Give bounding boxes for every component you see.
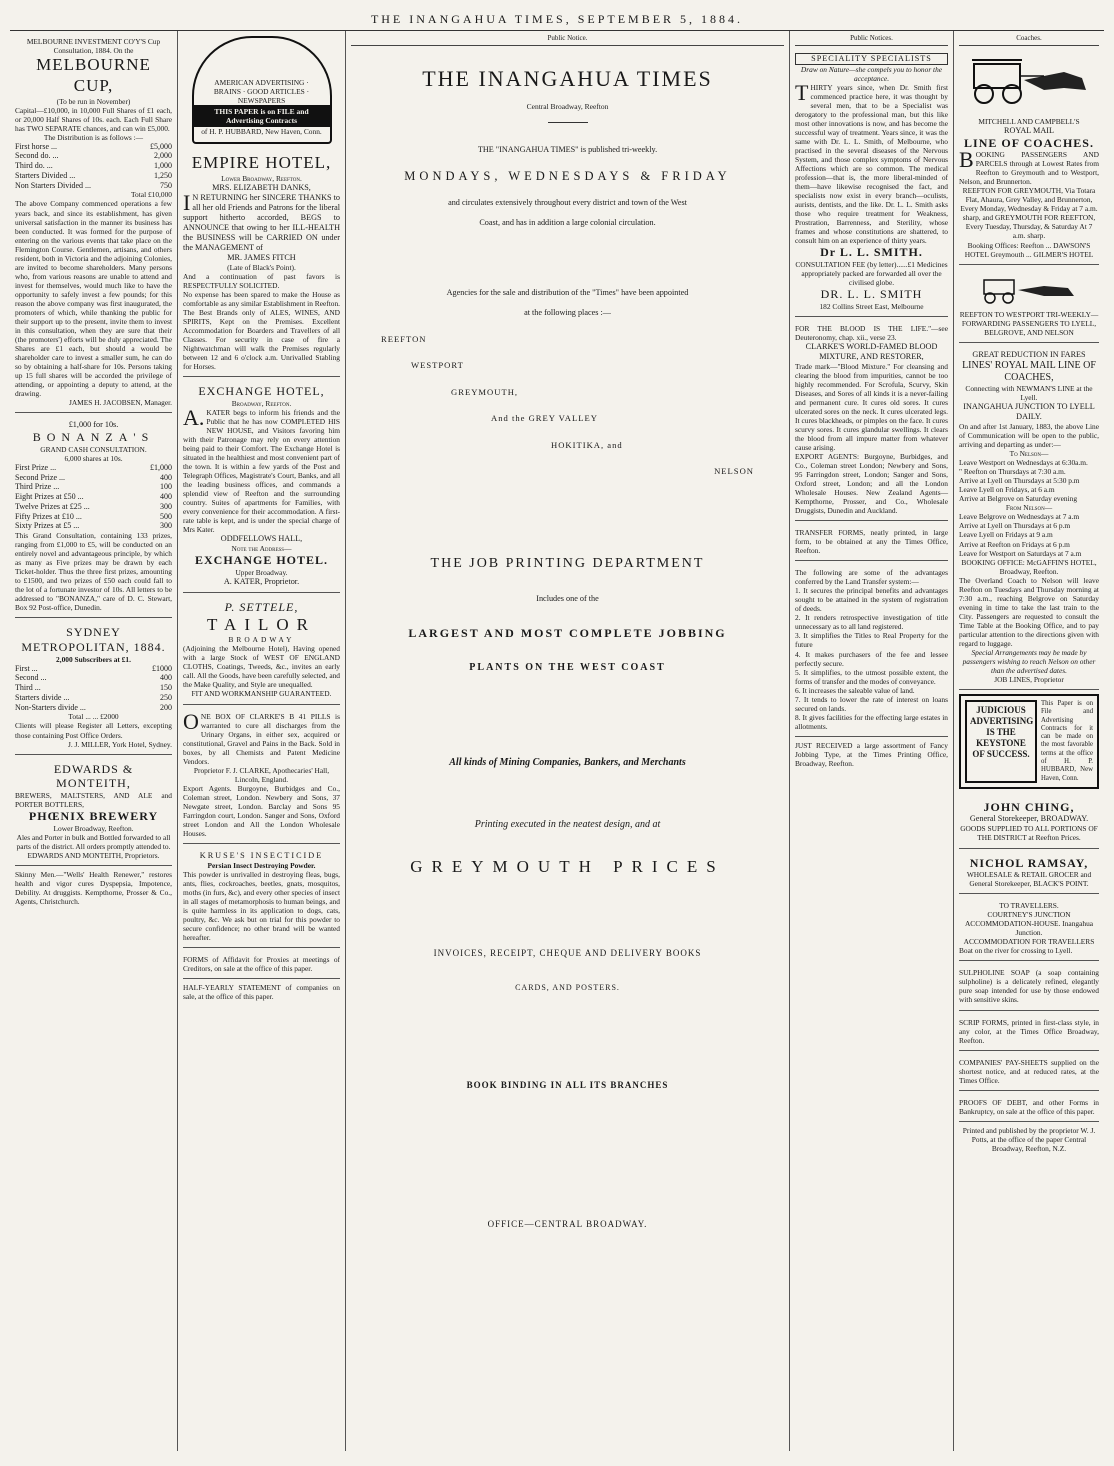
dist-key: Third do. ... — [15, 161, 53, 171]
coach-illustration — [964, 50, 1094, 108]
dr1-sub: CONSULTATION FEE (by letter)......£1 Medicines appropriately packed are forwarded all over the civilised globe. — [795, 259, 948, 287]
spacer — [351, 1115, 784, 1195]
masthead: THE INANGAHUA TIMES, SEPTEMBER 5, 1884. — [370, 12, 744, 26]
mc-owner: MITCHELL AND CAMPBELL'S — [978, 116, 1080, 126]
column-1 — [10, 31, 178, 1451]
blood-ad — [795, 321, 948, 522]
coach-icon — [964, 50, 1094, 108]
prize-key: Third Prize ... — [15, 482, 60, 492]
emp-late: (Late of Black's Point). — [227, 262, 296, 272]
cup-body: The above Company commenced operations a few years back, and since its establishment, has given universal satisfaction in the manner its business has been conducted. It was formed for the purpose of entering on the various events that take place on the Flemington Course. Gentlemen, artisans, and others resident, both in Victoria and the adjoining Colonies, are invited to become shareholders. Many persons who, from various reasons are unable to attend and invest for themselves, would much like to have the opportunity to safely invest a few pounds; for this reason the above company was first inaugurated, the promoters of which, while thanking the public for their support up to the present, invite them to invest in this consultation, when they are sure that their (the promoters') efforts will be duly appreciated. The Shares are £1 each, but should a would be shareholder care to invest a smaller sum, he can do so by obtaining a half-share for 10s. Persons taking up 15 full shares will be accorded the privilege of attending, or appointing a deputy to attend, at the drawing. — [15, 199, 172, 399]
spacer — [351, 697, 784, 747]
settele-ad — [183, 597, 340, 705]
prize-val: 300 — [160, 501, 172, 511]
syd-key: First ... — [15, 663, 38, 673]
prize-row — [15, 482, 172, 492]
adv-item: 1. It secures the principal benefits and advantages sought to be attained in the system of registration of deeds. — [795, 586, 948, 614]
cup-capital: Capital—£10,000, in 10,000 Full Shares of £1 each, or 20,000 Half Shares of 10s. each. Each Full Share has TWO SEPARATE chances, and can win £5,000. — [15, 105, 172, 133]
notice-circ1: and circulates extensively throughout every district and town of the West — [448, 197, 687, 207]
nr-title: NICHOL RAMSAY, — [969, 855, 1089, 870]
judicious-text: JUDICIOUS ADVERTISING IS THE KEYSTONE OF SUCCESS. — [965, 700, 1037, 783]
acc: ACCOMMODATION FOR TRAVELLERS — [963, 937, 1095, 947]
mc-title: LINE OF COACHES. — [964, 135, 1094, 150]
prize-row — [15, 473, 172, 483]
sulpholine-ad: SULPHOLINE SOAP (a soap containing sulpholine) is a delicately refined, elegantly pure soap intended for use by those endowed with sensitive skins. — [959, 965, 1099, 1010]
notice-agencies: Agencies for the sale and distribution of the "Times" have been appointed — [446, 287, 689, 297]
emp-body: IN RETURNING her SINCERE THANKS to all her old Friends and Patrons for the liberal support hitherto accorded, BEGS to ANNOUNCE that owing to her ILL-HEALTH the BUSINESS will be CARRIED ON under the MANAGEMENT of — [183, 189, 340, 252]
kru-sub: Persian Insect Destroying Powder. — [207, 860, 316, 870]
dist-table — [15, 142, 172, 191]
notice-places-intro: at the following places :— — [524, 307, 611, 317]
from-row: Arrive at Lyell on Thursdays at 6 p.m — [959, 521, 1071, 531]
syd-val: £1000 — [152, 663, 172, 673]
syd-row — [15, 683, 172, 693]
jc-sub: General Storekeeper, BROADWAY. — [969, 814, 1089, 824]
badge-words: AMERICAN ADVERTISING · BRAINS · GOOD ARTICLES · NEWSPAPERS — [213, 77, 310, 105]
syd-val: 400 — [160, 673, 172, 683]
dist-key: Second do. ... — [15, 151, 59, 161]
dr1: Dr L. L. SMITH. — [820, 245, 923, 260]
prize-table — [15, 463, 172, 531]
set-title: TAILOR — [207, 614, 316, 634]
edwards-ad — [15, 759, 172, 866]
jp-invoices: INVOICES, RECEIPT, CHEQUE AND DELIVERY BOOKS — [433, 947, 702, 958]
place-grey-valley: And the GREY VALLEY — [491, 413, 598, 424]
notice-divider — [548, 122, 588, 123]
dist-val: 1,000 — [154, 161, 172, 171]
bon-price: £1,000 for 10s. — [68, 420, 119, 430]
spacer — [351, 1016, 784, 1056]
fares: GREAT REDUCTION IN FARES — [972, 349, 1086, 359]
clk-prop: Proprietor F. J. CLARKE, Apothecaries' Hall, Lincoln, England. — [193, 765, 330, 784]
clk-agents: Export Agents. Burgoyne, Burbidges and Co., Coleman street, London. Newbery and Sons, 37 Newgate street, London. Barclay and Sons 95 Farringdon court, London. Sanger and Sons, Oxford street London and All the London Wholesale Houses. — [183, 783, 340, 838]
emp-mgr: MR. JAMES FITCH — [227, 252, 296, 262]
set-foot: FIT AND WORKMANSHIP GUARANTEED. — [191, 689, 332, 699]
syd-key: Non-Starters divide ... — [15, 702, 86, 712]
edw-name: PHŒNIX BREWERY — [28, 808, 159, 823]
spacer — [351, 493, 784, 533]
dist-total: Total £10,000 — [131, 190, 172, 200]
imprint: Printed and published by the proprietor W. J. Potts, at the office of the paper Central Broadway, Reefton, N.Z. — [962, 1125, 1096, 1153]
syd-row — [15, 693, 172, 703]
cup-ad — [15, 34, 172, 413]
proofs-ad: PROOFS OF DEBT, and other Forms in Bankruptcy, on sale at the office of this paper. — [959, 1095, 1099, 1122]
jc-title: JOHN CHING, — [983, 799, 1075, 814]
notice-title: THE INANGAHUA TIMES — [422, 65, 713, 91]
judicious-badge — [959, 694, 1099, 789]
to-nelson: To Nelson— — [1009, 449, 1049, 459]
hubbard-text: This Paper is on File and Advertising Contracts for it can be made on the most favorable terms at the office of H. P. HUBBARD, New Haven, Conn. — [1041, 700, 1093, 782]
prize-key: Sixty Prizes at £5 ... — [15, 521, 80, 531]
cup-sub: (To be run in November) — [56, 96, 131, 106]
mc-office: Booking Offices: Reefton ... DAWSON'S HOTEL Greymouth ... GILMER'S HOTEL — [964, 240, 1094, 259]
sydney-ad — [15, 622, 172, 754]
lines-conn: Connecting with NEWMAN'S LINE at the Lyell. — [965, 384, 1093, 403]
leave-row: " Reefton on Thursdays at 7:30 a.m. — [959, 467, 1066, 477]
from-row: Arrive at Reefton on Fridays at 6 p.m — [959, 539, 1070, 549]
prize-row — [15, 463, 172, 473]
exc-note: Note the Address— — [231, 544, 292, 554]
blood-quote: FOR THE BLOOD IS THE LIFE."—see Deuteronomy, chap. xii., verse 23. — [795, 323, 948, 342]
set-name: P. SETTELE, — [224, 599, 299, 614]
edw-body: BREWERS, MALTSTERS, AND ALE and PORTER BOTTLERS, — [15, 790, 172, 809]
leave-row: Arrive at Belgrove on Saturday evening — [959, 494, 1078, 504]
overland: The Overland Coach to Nelson will leave Reefton on Tuesdays and Thursday morning at 7:30 a.m., reaching Belgrove on Saturday evening in time to take the last train to the City. Passengers are requested to consult the Time Table at the Booking Office, and to pay particular attention to the directions given with regard to luggage. — [959, 575, 1099, 648]
dist-val: 750 — [160, 180, 172, 190]
scrip-ad: SCRIP FORMS, printed in first-class style, in any color, at the Times Office Broadway, Reefton. — [959, 1015, 1099, 1051]
notice-pub: THE "INANGAHUA TIMES" is published tri-weekly. — [477, 144, 658, 154]
spacer — [351, 904, 784, 924]
syd-sign: J. J. MILLER, York Hotel, Sydney. — [67, 739, 172, 749]
edw-title: EDWARDS & MONTEITH, — [53, 761, 134, 791]
dist-row — [15, 161, 172, 171]
specialists-ad — [795, 50, 948, 317]
advantages-ad — [795, 565, 948, 737]
exc-addr2: Upper Broadway. — [235, 567, 288, 577]
blood-body: Trade mark—"Blood Mixture." For cleansing and clearing the blood from impurities, cannot be too highly recommended. For Scrofula, Scurvy, Skin Diseases, and Sores of all kinds it is a never-failing and permanent cure. It cures old sores. It cures ulcerated sores on the neck. It cures ulcerated legs. It cures blackheads, or pimples on the face. It cures scurvy sores. It cures glandular swellings. It clears the blood from all impure matter from whatever cause arising. — [795, 361, 948, 452]
bon-body: This Grand Consultation, containing 133 prizes, ranging from £1,000 to £5, will be conducted on an entirely novel and advantageous principle, by which as many as Five prizes may be drawn by each Ticket-holder. Thus the three first prizes, amounting to £1500, and two prizes of £50 each could fall to the lot of a fortunate investor of 10s. All letters to be addressed to "BONANZA," care of D. C. Stewart, Box 92 Post-office, Dunedin. — [15, 531, 172, 613]
adv-item: 4. It makes purchasers of the fee and lessee perfectly secure. — [795, 649, 948, 668]
prize-key: Twelve Prizes at £25 ... — [15, 501, 90, 511]
kru-body: This powder is unrivalled in destroying fleas, bugs, ants, flies, cockroaches, beetles, gnats, mosquitos, moths (in furs, &c), and every other species of insect in all stages of metamorphosis to human beings, and is quite harmless in its application to dogs, cats, poultry, &c. We ask but on trial for this powder to secure confidence; no other brand will be wanted hereafter. — [183, 869, 340, 943]
westport-ad — [959, 269, 1099, 343]
from-nelson: From Nelson— — [1005, 503, 1053, 513]
bon-sub: GRAND CASH CONSULTATION. — [40, 444, 147, 454]
spacer — [351, 238, 784, 278]
oddfellows: ODDFELLOWS HALL, — [220, 534, 303, 544]
syd-key: Second ... — [15, 673, 47, 683]
ramsay-ad — [959, 853, 1099, 895]
col3-label: Public Notice. — [351, 34, 784, 46]
kruse-ad — [183, 848, 340, 948]
jp-inc: Includes one of the — [536, 593, 599, 603]
spec-body: THIRTY years since, when Dr. Smith first commenced practice here, it was thought by several men, that to be a Specialist was derogatory to the professional man, but this like most other innovations is now, and has become the successful way of treatment. Years since, it was the same with Dr. L. L. Smith, of Melbourne, who practised in the several diseases of the Nervous System, and those complex symptoms of Nervous Affections which are so common. The medical profession—that is, the more liberal-minded of them—have likewise recognised the fact, and specialists now exist in every branch—oculists, aurists, dentists, and the like. Dr. L. L. Smith asks those who require treatment for Weakness, Prostration, Barrenness, and Sterility, whose frames and whose constitutions are shattered, to consult him on an experience of thirty years. — [795, 79, 948, 246]
jp-plants: PLANTS ON THE WEST COAST — [469, 662, 666, 674]
emp-name: MRS. ELIZABETH DANKS, — [212, 182, 311, 192]
cup-title: MELBOURNE CUP, — [36, 55, 151, 95]
exc-body: A.KATER begs to inform his friends and the Public that he has now COMPLETED HIS NEW HOUSE, and Visitors favoring him with their Patronage may rely on every attention being paid to their Comfort. The Exchange Hotel is situated in the healthiest and most convenient part of the town. It is within a few yards of the Post and Telegraph Offices, Magistrate's Court, Banks, and all the leading business offices, and commands a splendid view of Reefton and the surrounding country. Suites of apartments for Families, with every convenience for their accommodation. A first-rate table is kept, and is under the special charge of Mrs Kater. — [183, 404, 340, 535]
wp-text: REEFTON TO WESTPORT TRI-WEEKLY—FORWARDING PASSENGERS TO LYELL, BELGROVE, AND NELSON — [959, 309, 1099, 337]
advertising-badge — [192, 36, 332, 144]
column-5 — [954, 31, 1104, 1451]
coach-small-icon — [964, 274, 1094, 304]
prize-val: 300 — [160, 521, 172, 531]
boat: Boat on the river for crossing to Lyell. — [959, 946, 1073, 956]
coach-small — [964, 274, 1094, 304]
prize-row — [15, 521, 172, 531]
columns — [10, 31, 1104, 1451]
col5-label: Coaches. — [959, 34, 1099, 46]
paysheets-ad: COMPANIES' PAY-SHEETS supplied on the shortest notice, and at reduced rates, at the Times Office. — [959, 1055, 1099, 1091]
adv-item: 7. It tends to lower the rate of interest on loans secured on lands. — [795, 694, 948, 713]
syd-row — [15, 673, 172, 683]
dist-row — [15, 142, 172, 152]
lines-ad — [959, 347, 1099, 690]
dist-key: Starters Divided ... — [15, 170, 76, 180]
syd-key: Third ... — [15, 683, 41, 693]
syd-key: Starters divide ... — [15, 692, 70, 702]
syd-row — [15, 664, 172, 674]
notice-addr: Central Broadway, Reefton — [526, 102, 609, 112]
jp-binding: BOOK BINDING IN ALL ITS BRANCHES — [466, 1080, 669, 1091]
syd-val: 200 — [160, 702, 172, 712]
syd-row — [15, 703, 172, 713]
adv-item: 2. It renders retrospective investigation of title unnecessary as to all land registered. — [795, 613, 948, 632]
bonanza-ad — [15, 417, 172, 618]
leave-row: Arrive at Lyell on Thursdays at 5:30 p.m — [959, 476, 1080, 486]
place-westport: WESTPORT — [411, 360, 464, 371]
prize-row — [15, 492, 172, 502]
place-nelson: NELSON — [714, 466, 754, 477]
emp-title: EMPIRE HOTEL, — [191, 153, 332, 172]
booking: BOOKING OFFICE: McGAFFIN'S HOTEL, Broadway, Reefton. — [961, 557, 1097, 576]
exc-title: EXCHANGE HOTEL, — [198, 384, 325, 399]
prize-val: 400 — [160, 492, 172, 502]
syd-val: 250 — [160, 692, 172, 702]
special: Special Arrangements may be made by passengers wishing to reach Nelson on other than the advertised dates. — [962, 647, 1096, 675]
ching-ad — [959, 797, 1099, 849]
prize-key: Fifty Prizes at £10 ... — [15, 511, 82, 521]
column-4 — [790, 31, 954, 1451]
edw-more: Ales and Porter in bulk and Bottled forwarded to all parts of the district. All orders promptly attended to. EDWARDS AND MONTEITH, Proprietors. — [16, 832, 171, 860]
from-row: Leave for Westport on Saturdays at 7 a.m — [959, 548, 1082, 558]
half-yearly-ad: HALF-YEARLY STATEMENT of companies on sale, at the office of this paper. — [183, 983, 340, 1002]
emp-addr: Lower Broadway, Reefton. — [221, 173, 302, 183]
empire-ad — [183, 150, 340, 377]
column-3 — [346, 31, 790, 1451]
prize-val: 400 — [160, 472, 172, 482]
jl: JOB LINES, Proprietor — [994, 674, 1064, 684]
place-greymouth: GREYMOUTH, — [451, 386, 519, 397]
leave-row: Leave Lyell on Fridays, at 6 a.m — [959, 485, 1055, 495]
leave-row: Leave Westport on Wednesdays at 6:30a.m. — [959, 458, 1088, 468]
prize-key: Second Prize ... — [15, 472, 65, 482]
nr-body: WHOLESALE & RETAIL GROCER and General Storekeeper, BLACK'S POINT. — [966, 870, 1092, 889]
prize-val: 500 — [160, 511, 172, 521]
edw-addr: Lower Broadway, Reefton. — [53, 823, 134, 833]
syd-title: SYDNEY METROPOLITAN, 1884. — [21, 625, 166, 655]
mc-body: BOOKING PASSENGERS AND PARCELS through at Lowest Rates from Reefton to Greymouth and to Westport, Nelson, and Brunnerton. — [959, 147, 1099, 187]
from-row: Leave Belgrove on Wednesdays at 7 a.m — [959, 512, 1080, 522]
adv-item: 8. It gives facilities for the effecting large estates in allotments. — [795, 712, 948, 731]
kru-title: KRUSE'S INSECTICIDE — [199, 850, 324, 860]
prize-key: First Prize ... — [15, 462, 57, 472]
dist-title: The Distribution is as follows :— — [43, 132, 144, 142]
jp-cards: CARDS, AND POSTERS. — [515, 982, 620, 992]
clk-body: ONE BOX OF CLARKE'S B 41 PILLS is warranted to cure all discharges from the Urinary Organs, in either sex, acquired or constitutional, Gravel and Pains in the Back. Sold in boxes, by all Chemists and Patent Medicine Vendors. — [183, 708, 340, 766]
adv-item: 5. It simplifies, to the utmost possible extent, the forms of transfer and the modes of conveyance. — [795, 667, 948, 686]
syd-val: 150 — [160, 683, 172, 693]
bon-shares: 6,000 shares at 10s. — [64, 453, 123, 463]
dist-val: 2,000 — [154, 151, 172, 161]
lines-title: LINES' ROYAL MAIL LINE OF COACHES, — [962, 359, 1096, 383]
courtney-ad — [959, 898, 1099, 961]
mitchell-ad — [959, 114, 1099, 265]
dist-row — [15, 151, 172, 161]
lines-body: On and after 1st January, 1883, the above Line of Communication will be open to the public, arriving and departing as under:— — [959, 422, 1099, 450]
transfer-ad: TRANSFER FORMS, neatly printed, in large form, to be obtained at any the Times Office, Reefton. — [795, 525, 948, 561]
jp-office: OFFICE—CENTRAL BROADWAY. — [487, 1219, 648, 1230]
type-ad: JUST RECEIVED a large assortment of Fancy Jobbing Type, at the Times Printing Office, Broadway, Reefton. — [795, 740, 948, 768]
syd-total: Total ... ... £2000 — [68, 712, 119, 722]
spec-title: SPECIALITY SPECIALISTS — [795, 53, 948, 65]
mc-route: REEFTON FOR GREYMOUTH, Via Totara Flat, Ahaura, Grey Valley, and Brunnerton, Every Monday, Wednesday & Friday at 7 a.m. sharp, and GREYMOUTH FOR REEFTON, Every Tuesday, Thursday, & Saturday At 7 a.m. sharp. — [960, 186, 1098, 241]
column-2 — [178, 31, 346, 1451]
badge-inner: THIS PAPER is on FILE and Advertising Contracts — [194, 105, 330, 127]
adv-item: 6. It increases the saleable value of land. — [795, 685, 915, 695]
skinny-ad: Skinny Men.—"Wells' Health Renewer," restores health and vigor cures Dyspepsia, Impotence, Debility. At druggists. Kempthorne, Prosser & Co., Agents, Christchurch. — [15, 869, 172, 906]
dr2: DR. L. L. SMITH — [820, 286, 923, 301]
prize-val: 100 — [160, 482, 172, 492]
clarke-pills-ad — [183, 709, 340, 844]
exc-prop: A. KATER, Proprietor. — [223, 576, 300, 586]
jc-body: GOODS SUPPLIED TO ALL PORTIONS OF THE DISTRICT at Reefton Prices. — [960, 824, 1098, 843]
prize-row — [15, 502, 172, 512]
dist-row — [15, 171, 172, 181]
emp-more: No expense has been spared to make the House as comfortable as any similar Establishment in Reefton. The Best Brands only of ALES, WINES, AND SPIRITS, Kept on the Premises. Excellent Accommodation for Boarders and Travellers of all Classes. For security in case of fire a Nightwatchman will walk the Premises regularly between 12 and 6 o'clock a.m. Unrivalled Stabling for Horses. — [183, 289, 341, 372]
prize-row — [15, 512, 172, 522]
jp-prices: GREYMOUTH PRICES — [410, 856, 725, 876]
spacer — [351, 779, 784, 809]
jp-print: Printing executed in the neatest design, and at — [474, 818, 661, 830]
set-body: (Adjoining the Melbourne Hotel), Having opened with a large Stock of WEST OF ENGLAND CLOTHS, Coatings, Tweeds, &c., invites an early call. All the Goods, have been carefully selected, and the Make Quality, and Style are unequalled. — [183, 644, 340, 690]
dist-key: First horse ... — [15, 141, 57, 151]
cup-sign: JAMES H. JACOBSEN, Manager. — [68, 398, 172, 408]
cup-intro: MELBOURNE INVESTMENT CO'Y'S Cup Consultation, 1884. On the — [26, 37, 161, 56]
exc-title2: EXCHANGE HOTEL. — [194, 553, 329, 568]
syd-table — [15, 664, 172, 713]
bon-title: BONANZA'S — [32, 430, 155, 445]
exchange-ad — [183, 381, 340, 593]
dist-row — [15, 181, 172, 191]
dr2-addr: 182 Collins Street East, Melbourne — [819, 301, 924, 311]
jp-large: LARGEST AND MOST COMPLETE JOBBING — [408, 625, 727, 640]
from-row: Leave Lyell on Fridays at 9 a.m — [959, 530, 1053, 540]
notice-circ2: Coast, and has in addition a large colonial circulation. — [479, 217, 656, 227]
spec-quote: Draw on Nature—she compels you to honor the acceptance. — [800, 64, 943, 83]
blood-agents: EXPORT AGENTS: Burgoyne, Burbidges, and Co., Coleman street London; Newbery and Sons, 95 Farringdon street, London; Sanger and Sons, Oxford street, London; and all the London Wholesale Houses. New Zealand Agents—Kempthorne, Prosser, and Co., Wholesale Druggists, Dunedin and Auckland. — [795, 451, 948, 516]
jp-title: THE JOB PRINTING DEPARTMENT — [430, 555, 705, 571]
trav: TO TRAVELLERS. — [999, 901, 1059, 911]
mc-royal: ROYAL MAIL — [1004, 125, 1054, 135]
syd-sub: 2,000 Subscribers at £1. — [56, 654, 131, 664]
prize-key: Eight Prizes at £50 ... — [15, 492, 84, 502]
blood-title: CLARKE'S WORLD-FAMED BLOOD MIXTURE, AND RESTORER, — [805, 341, 938, 361]
forms-ad: FORMS of Affidavit for Proxies at meetings of Creditors, on sale at the office of this paper. — [183, 952, 340, 979]
adv-item: 3. It simplifies the Titles to Real Property for the future — [795, 631, 948, 650]
place-reefton: REEFTON — [381, 333, 427, 344]
notice-days: MONDAYS, WEDNESDAYS & FRIDAY — [404, 168, 731, 183]
col4-label: Public Notices. — [795, 34, 948, 46]
jp-kinds: All kinds of Mining Companies, Bankers, and Merchants — [449, 756, 686, 768]
syd-body: Clients will please Register all Letters, excepting those containing Post Office Orders. — [15, 721, 172, 740]
prize-val: £1,000 — [150, 462, 172, 472]
badge-foot: of H. P. HUBBARD, New Haven, Conn. — [201, 126, 322, 136]
place-hokitika: HOKITIKA, and — [551, 439, 623, 450]
dist-val: £5,000 — [150, 141, 172, 151]
dist-key: Non Starters Divided ... — [15, 180, 91, 190]
exc-addr: Broadway, Reefton. — [231, 398, 292, 408]
set-addr: BROADWAY — [228, 635, 295, 645]
junction: INANGAHUA JUNCTION TO LYELL DAILY. — [963, 402, 1095, 422]
adv-intro: The following are some of the advantages conferred by the Land Transfer system:— — [795, 568, 948, 587]
emp-cont: And a continuation of past favors is RESPECTFULLY SOLICITED. — [183, 271, 340, 290]
dist-val: 1,250 — [154, 170, 172, 180]
court: COURTNEY'S JUNCTION ACCOMMODATION-HOUSE. Inangahua Junction. — [964, 910, 1094, 938]
